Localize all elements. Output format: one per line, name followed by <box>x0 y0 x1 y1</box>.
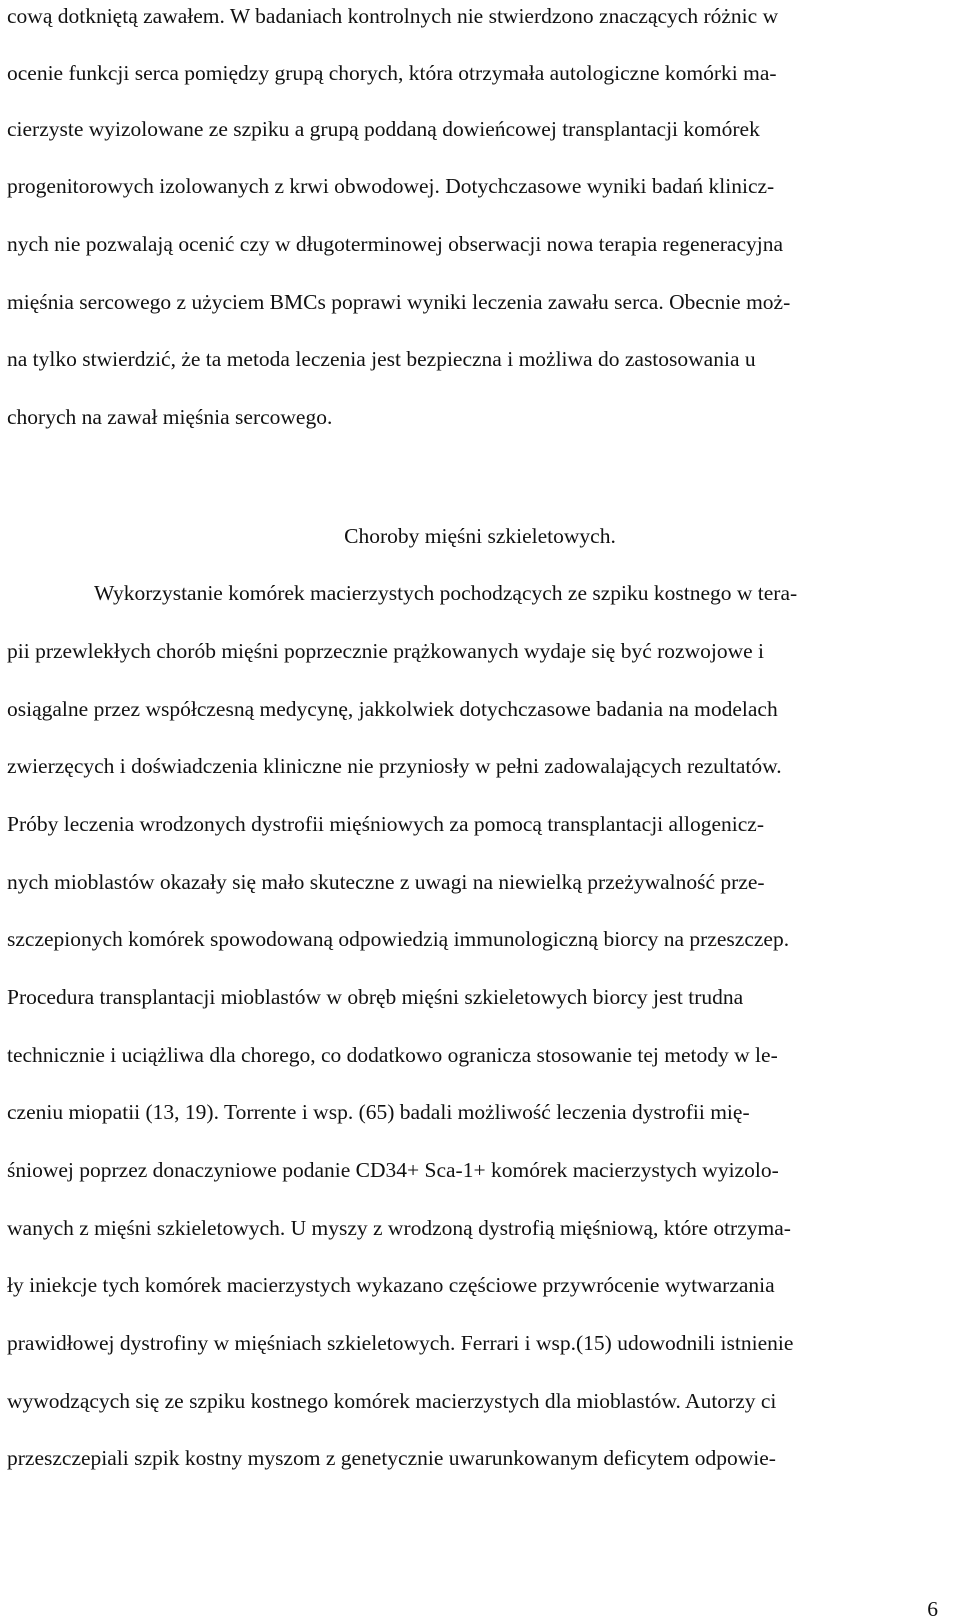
text-line: Próby leczenia wrodzonych dystrofii mięśniowych za pomocą transplantacji allogenicz- <box>7 812 765 836</box>
text-line: ły iniekcje tych komórek macierzystych wykazano częściowe przywrócenie wytwarzania <box>7 1273 775 1297</box>
text-line: cierzyste wyizolowane ze szpiku a grupą poddaną dowieńcowej transplantacji komórek <box>7 117 760 141</box>
text-line: na tylko stwierdzić, że ta metoda leczenia jest bezpieczna i możliwa do zastosowania u <box>7 347 756 371</box>
text-line: wywodzących się ze szpiku kostnego komórek macierzystych dla mioblastów. Autorzy ci <box>7 1389 777 1413</box>
text-line: cową dotkniętą zawałem. W badaniach kontrolnych nie stwierdzono znaczących różnic w <box>7 4 779 28</box>
text-line: zwierzęcych i doświadczenia kliniczne nie przyniosły w pełni zadowalających rezultatów. <box>7 754 782 778</box>
text-line: przeszczepiali szpik kostny myszom z genetycznie uwarunkowanym deficytem odpowie- <box>7 1446 776 1470</box>
text-line: mięśnia sercowego z użyciem BMCs poprawi wyniki leczenia zawału serca. Obecnie moż- <box>7 290 791 314</box>
text-line: śniowej poprzez donaczyniowe podanie CD34+ Sca-1+ komórek macierzystych wyizolo- <box>7 1158 779 1182</box>
text-line: chorych na zawał mięśnia sercowego. <box>7 405 333 429</box>
text-line: prawidłowej dystrofiny w mięśniach szkieletowych. Ferrari i wsp.(15) udowodnili istnienie <box>7 1331 794 1355</box>
page-number: 6 <box>927 1597 938 1621</box>
text-line: wanych z mięśni szkieletowych. U myszy z wrodzoną dystrofią mięśniową, które otrzyma- <box>7 1216 791 1240</box>
text-line: progenitorowych izolowanych z krwi obwodowej. Dotychczasowe wyniki badań klinicz- <box>7 174 775 198</box>
text-line: szczepionych komórek spowodowaną odpowiedzią immunologiczną biorcy na przeszczep. <box>7 927 790 951</box>
text-line: Procedura transplantacji mioblastów w obręb mięśni szkieletowych biorcy jest trudna <box>7 985 744 1009</box>
section-heading: Choroby mięśni szkieletowych. <box>344 524 616 548</box>
text-line: pii przewlekłych chorób mięśni poprzecznie prążkowanych wydaje się być rozwojowe i <box>7 639 764 663</box>
text-line: nych mioblastów okazały się mało skuteczne z uwagi na niewielką przeżywalność prze- <box>7 870 765 894</box>
text-line: Wykorzystanie komórek macierzystych pochodzących ze szpiku kostnego w tera- <box>94 581 798 605</box>
text-line: technicznie i uciążliwa dla chorego, co dodatkowo ogranicza stosowanie tej metody w le- <box>7 1043 778 1067</box>
text-line: czeniu miopatii (13, 19). Torrente i wsp. (65) badali możliwość leczenia dystrofii mię- <box>7 1100 750 1124</box>
text-line: ocenie funkcji serca pomiędzy grupą chorych, która otrzymała autologiczne komórki ma- <box>7 61 777 85</box>
text-line: osiągalne przez współczesną medycynę, jakkolwiek dotychczasowe badania na modelach <box>7 697 778 721</box>
text-line: nych nie pozwalają ocenić czy w długoterminowej obserwacji nowa terapia regeneracyjna <box>7 232 784 256</box>
